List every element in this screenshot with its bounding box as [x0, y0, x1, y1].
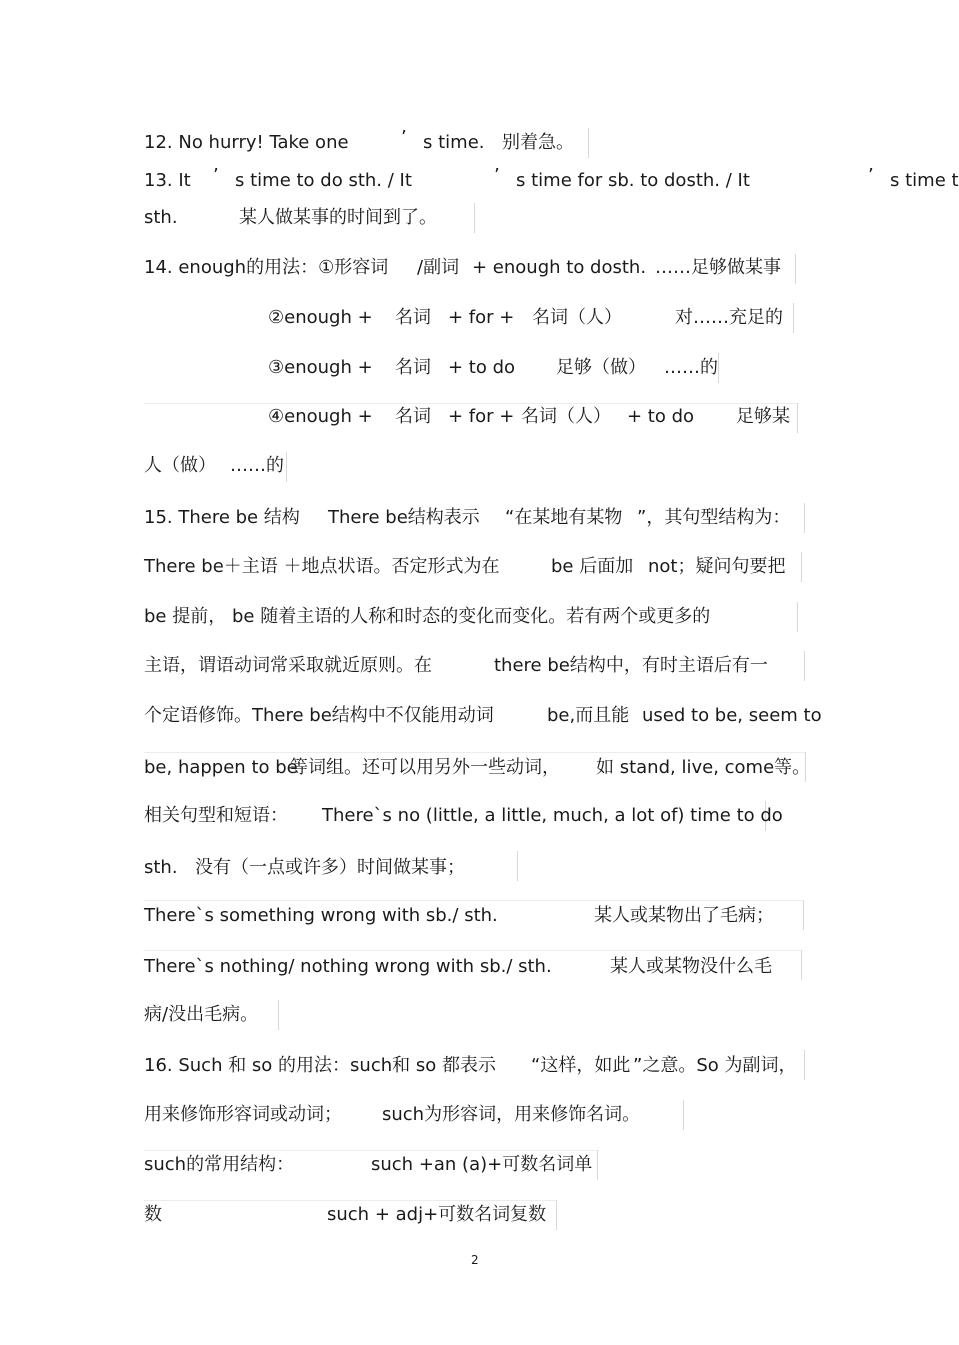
item-15-text: There be结构表示: [328, 507, 480, 528]
item-15-text: not；疑问句要把: [648, 556, 786, 577]
item-13-text: s time t: [890, 170, 959, 191]
item-14-text: /副词: [417, 257, 460, 278]
item-15-phrase-translation: 没有（一点或许多）时间做某事；: [195, 857, 465, 878]
item-15-phrase: There`s no (little, a little, much, a lot of) time to do: [322, 805, 783, 826]
item-15-text: be 后面加: [551, 556, 634, 577]
item-13-text: s time for sb. to dosth. / It: [516, 170, 750, 191]
rule: [804, 651, 805, 681]
item-13-translation: 某人做某事的时间到了。: [239, 207, 437, 228]
item-15-text: 个定语修饰。There be结构中不仅能用动词: [144, 705, 494, 726]
item-16-structure-label: such的常用结构：: [144, 1154, 295, 1175]
rule: [474, 203, 475, 233]
page-number: 2: [471, 1253, 479, 1267]
item-15-text: used to be, seem to: [642, 705, 822, 726]
rule: [801, 950, 802, 980]
item-15-text: be, happen to be: [144, 757, 298, 778]
item-12-text: 12. No hurry! Take one: [144, 132, 349, 153]
item-15-text: 主语，谓语动词常采取就近原则。在: [144, 655, 432, 676]
item-15-text: 等词组。还可以用另外一些动词，: [290, 757, 560, 778]
item-14-rule-4: ……的: [230, 455, 284, 476]
rule: [718, 353, 719, 383]
apostrophe: ’: [213, 165, 219, 186]
item-15-phrase: sth.: [144, 857, 178, 878]
rule: [795, 254, 796, 284]
item-14-rule-2: + for +: [448, 307, 515, 328]
item-15-phrase: There`s something wrong with sb./ sth.: [144, 905, 498, 926]
rule: [144, 950, 802, 951]
item-15-phrases-label: 相关句型和短语：: [144, 805, 288, 826]
rule: [144, 1200, 557, 1201]
item-12-text: s time.: [423, 132, 485, 153]
item-15-text: ”，其句型结构为：: [637, 507, 791, 528]
item-14-rule-4: + for +: [448, 406, 515, 427]
item-15-phrase-translation: 某人或某物出了毛病；: [594, 905, 774, 926]
item-13-text: s time to do sth. / It: [235, 170, 412, 191]
rule: [286, 452, 287, 482]
rule: [804, 1050, 805, 1080]
item-16-text: 用来修饰形容词或动词；: [144, 1104, 342, 1125]
rule: [797, 602, 798, 632]
rule: [588, 128, 589, 158]
item-15-phrase: There`s nothing/ nothing wrong with sb./ sth.: [144, 956, 552, 977]
item-14-rule-4: + to do: [627, 406, 695, 427]
item-12-translation: 别着急。: [502, 132, 574, 153]
item-14-rule-2: 名词: [395, 307, 431, 328]
item-14-rule-3: 名词: [395, 357, 431, 378]
apostrophe: ’: [494, 165, 500, 186]
item-14-rule-4: 人（做）: [144, 455, 216, 476]
item-14-text: + enough to dosth.: [472, 257, 647, 278]
rule: [797, 403, 798, 433]
rule: [278, 1000, 279, 1030]
item-15-text: there be结构中，有时主语后有一: [494, 655, 768, 676]
item-16-heading: 16. Such 和 so 的用法：such和 so 都表示: [144, 1055, 496, 1076]
item-16-structure: such + adj+可数名词复数: [327, 1204, 547, 1225]
item-14-text: ……足够做某事: [655, 257, 781, 278]
item-16-text: such为形容词，用来修饰名词。: [382, 1104, 641, 1125]
item-14-rule-4: 足够某: [736, 406, 790, 427]
rule: [144, 403, 798, 404]
item-15-phrase-translation: 病/没出毛病。: [144, 1004, 259, 1025]
item-16-text: “这样，如此: [531, 1055, 631, 1076]
item-16-structure: 数: [144, 1204, 162, 1225]
item-14-rule-3: ③enough +: [268, 357, 373, 378]
rule: [804, 503, 805, 533]
rule: [597, 1150, 598, 1180]
item-14-rule-2: ②enough +: [268, 307, 373, 328]
item-14-rule-3: + to do: [448, 357, 516, 378]
rule: [801, 552, 802, 582]
item-15-text: 如 stand, live, come等。: [596, 757, 811, 778]
item-16-text: ”之意。So 为副词，: [633, 1055, 797, 1076]
item-15-phrase-translation: 某人或某物没什么毛: [610, 956, 772, 977]
rule: [144, 1150, 598, 1151]
item-14-rule-4: 名词: [395, 406, 431, 427]
item-13-text: sth.: [144, 207, 178, 228]
item-14-rule-4: ④enough +: [268, 406, 373, 427]
item-15-text: “在某地有某物: [505, 507, 623, 528]
item-15-heading: 15. There be 结构: [144, 507, 300, 528]
item-14-rule-4: 名词（人）: [521, 406, 611, 427]
item-16-structure: such +an (a)+可数名词单: [371, 1154, 593, 1175]
item-14-rule-3: ……的: [664, 357, 718, 378]
rule: [683, 1100, 684, 1130]
rule: [793, 303, 794, 333]
item-15-text: be 提前，: [144, 606, 227, 627]
item-14-rule-2: 对……充足的: [675, 307, 783, 328]
apostrophe: ’: [868, 165, 874, 186]
item-13-text: 13. It: [144, 170, 191, 191]
item-14-heading: 14. enough的用法：①形容词: [144, 257, 389, 278]
rule: [144, 900, 804, 901]
item-15-text: There be＋主语 ＋地点状语。否定形式为在: [144, 556, 500, 577]
rule: [144, 752, 806, 753]
rule: [556, 1200, 557, 1230]
apostrophe: ’: [401, 127, 407, 148]
rule: [803, 900, 804, 930]
item-14-rule-2: 名词（人）: [532, 307, 622, 328]
item-15-text: be 随着主语的人称和时态的变化而变化。若有两个或更多的: [232, 606, 711, 627]
rule: [517, 851, 518, 881]
item-14-rule-3: 足够（做）: [556, 357, 646, 378]
item-15-text: be,而且能: [547, 705, 630, 726]
